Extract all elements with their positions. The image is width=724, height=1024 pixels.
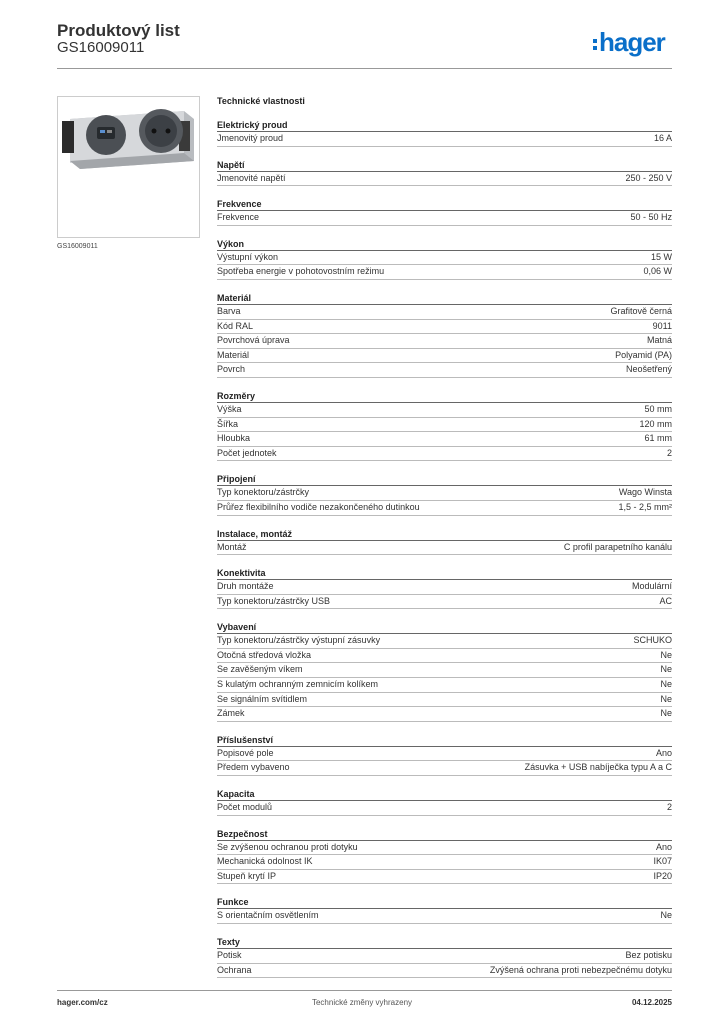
product-image [57,96,200,238]
spec-group-title: Připojení [217,473,672,486]
spec-label: Povrchová úprava [217,335,290,346]
spec-label: Ochrana [217,964,252,975]
spec-row [217,678,672,693]
spec-label: Výška [217,403,242,414]
spec-group [217,567,672,609]
spec-group [217,828,672,885]
spec-label: Počet modulů [217,802,273,813]
spec-label: Průřez flexibilního vodiče nezakončeného dutinkou [217,501,420,512]
spec-label: Typ konektoru/zástrčky USB [217,595,331,606]
spec-row [217,265,672,280]
spec-row [217,649,672,664]
footer-divider [57,990,672,991]
spec-row [217,132,672,147]
spec-row [217,841,672,856]
spec-label: Popisové pole [217,747,274,758]
spec-value: Ne [660,708,672,719]
spec-value: 9011 [652,320,672,331]
spec-group [217,238,672,280]
spec-row [217,870,672,885]
spec-row [217,693,672,708]
spec-group-title: Bezpečnost [217,828,672,841]
spec-value: Neošetřený [625,364,672,375]
spec-row [217,634,672,649]
logo-text: hager [599,27,665,57]
spec-label: Montáž [217,541,247,552]
spec-value: Ano [655,841,672,852]
spec-row [217,909,672,924]
spec-label: Frekvence [217,212,260,223]
spec-value: C profil parapetního kanálu [563,541,672,552]
spec-row [217,580,672,595]
spec-value: Zvýšená ochrana proti nebezpečnému dotyku [489,964,672,975]
spec-value: 16 A [653,133,672,143]
spec-label: Předem vybaveno [217,762,290,773]
spec-value: Ne [660,693,672,704]
spec-row [217,305,672,320]
spec-value: 2 [666,447,672,458]
spec-row [217,334,672,349]
spec-value: Bez potisku [625,950,672,960]
spec-row [217,964,672,979]
footer-notice: Technické změny vyhrazeny [311,998,413,1007]
spec-group [217,936,672,978]
spec-group [217,159,672,187]
spec-row [217,447,672,462]
spec-label: Barva [217,305,241,316]
spec-label: Stupeň krytí IP [217,870,277,881]
footer-website: hager.com/cz [57,998,108,1007]
spec-label: Výstupní výkon [217,251,279,262]
spec-group-title: Texty [217,936,672,949]
spec-label: Jmenovité napětí [217,172,286,183]
spec-value: Zásuvka + USB nabíječka typu A a C [524,762,672,773]
spec-value: Wago Winsta [618,487,672,498]
spec-label: Kód RAL [217,320,254,331]
image-caption: GS16009011 [57,243,98,250]
spec-label: Jmenovitý proud [217,133,284,143]
spec-row [217,707,672,722]
spec-value: 50 - 50 Hz [630,212,672,223]
spec-value: Ne [660,679,672,690]
spec-label: Se signálním svítidlem [217,693,308,704]
spec-group-title: Frekvence [217,198,672,211]
spec-group-title: Funkce [217,896,672,909]
spec-value: 120 mm [639,418,672,429]
spec-group [217,119,672,147]
spec-row [217,363,672,378]
spec-label: Spotřeba energie v pohotovostním režimu [217,266,385,277]
spec-label: Materiál [217,349,250,360]
spec-group-title: Instalace, montáž [217,528,672,541]
spec-row [217,349,672,364]
spec-group [217,390,672,461]
spec-value: 0,06 W [643,266,672,277]
spec-group-title: Vybavení [217,621,672,634]
spec-value: IK07 [653,856,672,867]
spec-row [217,251,672,266]
spec-value: 15 W [650,251,672,262]
page-title: Produktový list [57,21,180,40]
spec-row [217,432,672,447]
spec-value: Matná [646,335,672,346]
spec-label: Povrch [217,364,246,375]
spec-row [217,949,672,964]
spec-label: Mechanická odolnost IK [217,856,313,867]
spec-label: Potisk [217,950,242,960]
spec-row [217,541,672,556]
product-code: GS16009011 [57,39,145,56]
spec-value: 61 mm [644,433,672,444]
technical-specs [217,96,672,978]
spec-value: 2 [666,802,672,813]
spec-label: Šířka [217,418,239,429]
spec-row [217,501,672,516]
spec-row [217,211,672,226]
spec-value: AC [659,595,672,606]
spec-group [217,621,672,722]
spec-value: 1,5 - 2,5 mm² [618,501,672,512]
spec-label: Počet jednotek [217,447,277,458]
spec-value: Grafitově černá [610,305,672,316]
spec-group-title: Napětí [217,159,672,172]
spec-label: Se zvýšenou ochranou proti dotyku [217,841,358,852]
spec-label: Hloubka [217,433,251,444]
spec-group [217,198,672,226]
socket-illustration [58,97,199,237]
spec-row [217,486,672,501]
spec-group [217,734,672,776]
spec-label: Druh montáže [217,581,274,592]
hager-logo [593,28,665,56]
spec-group [217,896,672,924]
spec-group-title: Materiál [217,292,672,305]
spec-value: Ano [655,747,672,758]
spec-value: Modulární [631,581,672,592]
spec-row [217,663,672,678]
spec-group [217,528,672,556]
spec-value: Ne [660,649,672,660]
spec-row [217,418,672,433]
spec-row [217,172,672,187]
spec-value: 250 - 250 V [625,172,672,183]
spec-group-title: Konektivita [217,567,672,580]
spec-group [217,292,672,378]
footer-date: 04.12.2025 [631,998,672,1007]
spec-value: IP20 [653,870,672,881]
spec-label: S orientačním osvětlením [217,910,319,921]
logo-dots-icon [593,39,597,50]
spec-group [217,788,672,816]
spec-group-title: Příslušenství [217,734,672,747]
spec-group-title: Kapacita [217,788,672,801]
specs-heading: Technické vlastnosti [217,96,305,106]
spec-label: S kulatým ochranným zemnicím kolíkem [217,679,379,690]
spec-value: 50 mm [644,403,672,414]
spec-group-title: Rozměry [217,390,672,403]
spec-row [217,801,672,816]
spec-label: Otočná středová vložka [217,649,312,660]
spec-row [217,747,672,762]
spec-label: Zámek [217,708,245,719]
spec-row [217,855,672,870]
spec-group [217,473,672,515]
spec-value: Ne [660,664,672,675]
spec-row [217,320,672,335]
spec-group-title: Výkon [217,238,672,251]
spec-label: Se zavěšeným víkem [217,664,303,675]
spec-label: Typ konektoru/zástrčky [217,487,310,498]
spec-row [217,403,672,418]
spec-row [217,761,672,776]
header-divider [57,68,672,69]
spec-label: Typ konektoru/zástrčky výstupní zásuvky [217,635,381,646]
spec-value: Ne [660,910,672,921]
spec-groups [217,119,672,978]
spec-group-title: Elektrický proud [217,119,672,132]
spec-value: SCHUKO [633,635,672,646]
spec-row [217,595,672,610]
spec-value: Polyamid (PA) [615,349,672,360]
